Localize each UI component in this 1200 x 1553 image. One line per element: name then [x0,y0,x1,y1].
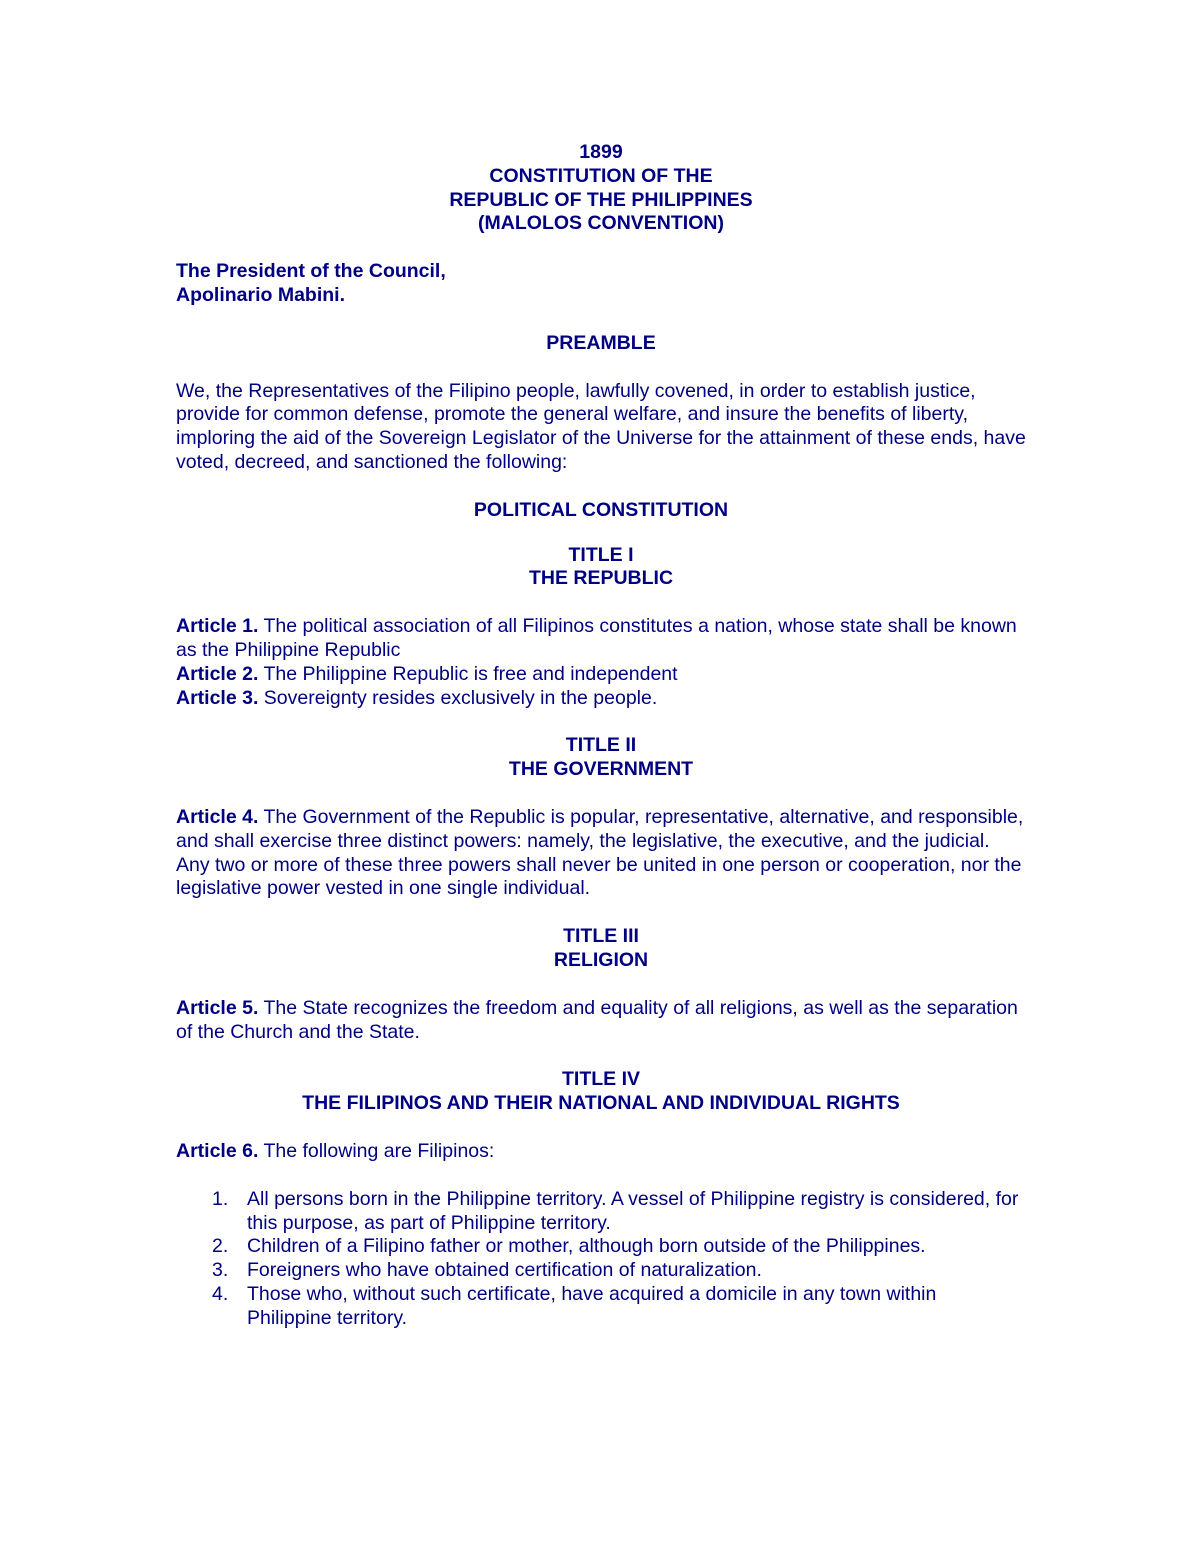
article-2-label: Article 2. [176,662,259,685]
filipinos-list [176,1188,1026,1331]
list-item-text: Foreigners who have obtained certification of naturalization. [247,1259,762,1282]
title-1-number: TITLE I [568,543,634,566]
article-5-label: Article 5. [176,996,259,1019]
document-header [176,141,1026,236]
signatory-title: The President of the Council, [176,260,446,283]
list-item [176,1283,1026,1331]
article-3-label: Article 3. [176,686,259,709]
document-year: 1899 [579,141,623,163]
article-4-text: The Government of the Republic is popular, representative, alternative, and responsible, and shall exercise three distinct powers: namely, the legislative, the executive, and the judicial. Any two or more of these three powers shall never be united in one person or cooperation, nor the legislative power vested in one single individual. [176,805,1024,900]
article-4 [176,806,1026,901]
list-item-text: Children of a Filipino father or mother, although born outside of the Philippines. [247,1235,926,1258]
document-body [176,141,1026,1330]
article-1-text: The political association of all Filipinos constitutes a nation, whose state shall be known as the Philippine Republic [176,615,1017,661]
article-6 [176,1140,1026,1164]
list-item-number: 3. [212,1259,229,1282]
list-item-number: 1. [212,1187,229,1210]
title-2-name: THE GOVERNMENT [508,758,694,781]
article-6-label: Article 6. [176,1139,259,1162]
title-2-heading [176,734,1026,782]
preamble-text: We, the Representatives of the Filipino people, lawfully covened, in order to establish justice, provide for common defense, promote the general welfare, and insure the benefits of liberty, imploring the aid of the Sovereign Legislator of the Universe for the attainment of these ends, have voted, decreed, and sanctioned the following: [176,379,1026,473]
title-4-heading [176,1068,1026,1116]
title-3-heading [176,925,1026,973]
title-3-name: RELIGION [553,948,649,971]
list-item [176,1235,1026,1259]
article-3 [176,687,1026,711]
article-2 [176,663,1026,687]
article-5 [176,997,1026,1045]
article-4-label: Article 4. [176,805,259,828]
article-2-text: The Philippine Republic is free and independent [258,662,678,685]
article-1 [176,615,1026,663]
document-title-line-2: REPUBLIC OF THE PHILIPPINES [449,188,753,211]
signatory-block [176,260,1026,308]
title-3-number: TITLE III [563,925,639,948]
article-1-label: Article 1. [176,615,259,638]
title-1-heading [176,544,1026,592]
title-1-name: THE REPUBLIC [528,567,674,590]
document-title-line-1: CONSTITUTION OF THE [489,164,713,187]
title-2-number: TITLE II [565,734,637,757]
preamble-heading: PREAMBLE [546,331,656,354]
article-3-text: Sovereignty resides exclusively in the people. [258,686,658,709]
constitution-heading: POLITICAL CONSTITUTION [473,498,729,521]
list-item-number: 2. [212,1235,229,1258]
article-6-text: The following are Filipinos: [258,1139,495,1162]
list-item-text: All persons born in the Philippine territory. A vessel of Philippine registry is considered, for this purpose, as part of Philippine territory. [247,1187,1019,1234]
document-title-line-3: (MALOLOS CONVENTION) [478,212,724,235]
list-item [176,1259,1026,1283]
title-4-name: THE FILIPINOS AND THEIR NATIONAL AND INDIVIDUAL RIGHTS [302,1092,900,1115]
title-4-number: TITLE IV [562,1068,640,1091]
signatory-name: Apolinario Mabini. [176,283,345,306]
list-item [176,1188,1026,1236]
list-item-text: Those who, without such certificate, have acquired a domicile in any town within Philippine territory. [247,1282,937,1329]
article-5-text: The State recognizes the freedom and equality of all religions, as well as the separation of the Church and the State. [176,996,1018,1043]
list-item-number: 4. [212,1282,229,1305]
